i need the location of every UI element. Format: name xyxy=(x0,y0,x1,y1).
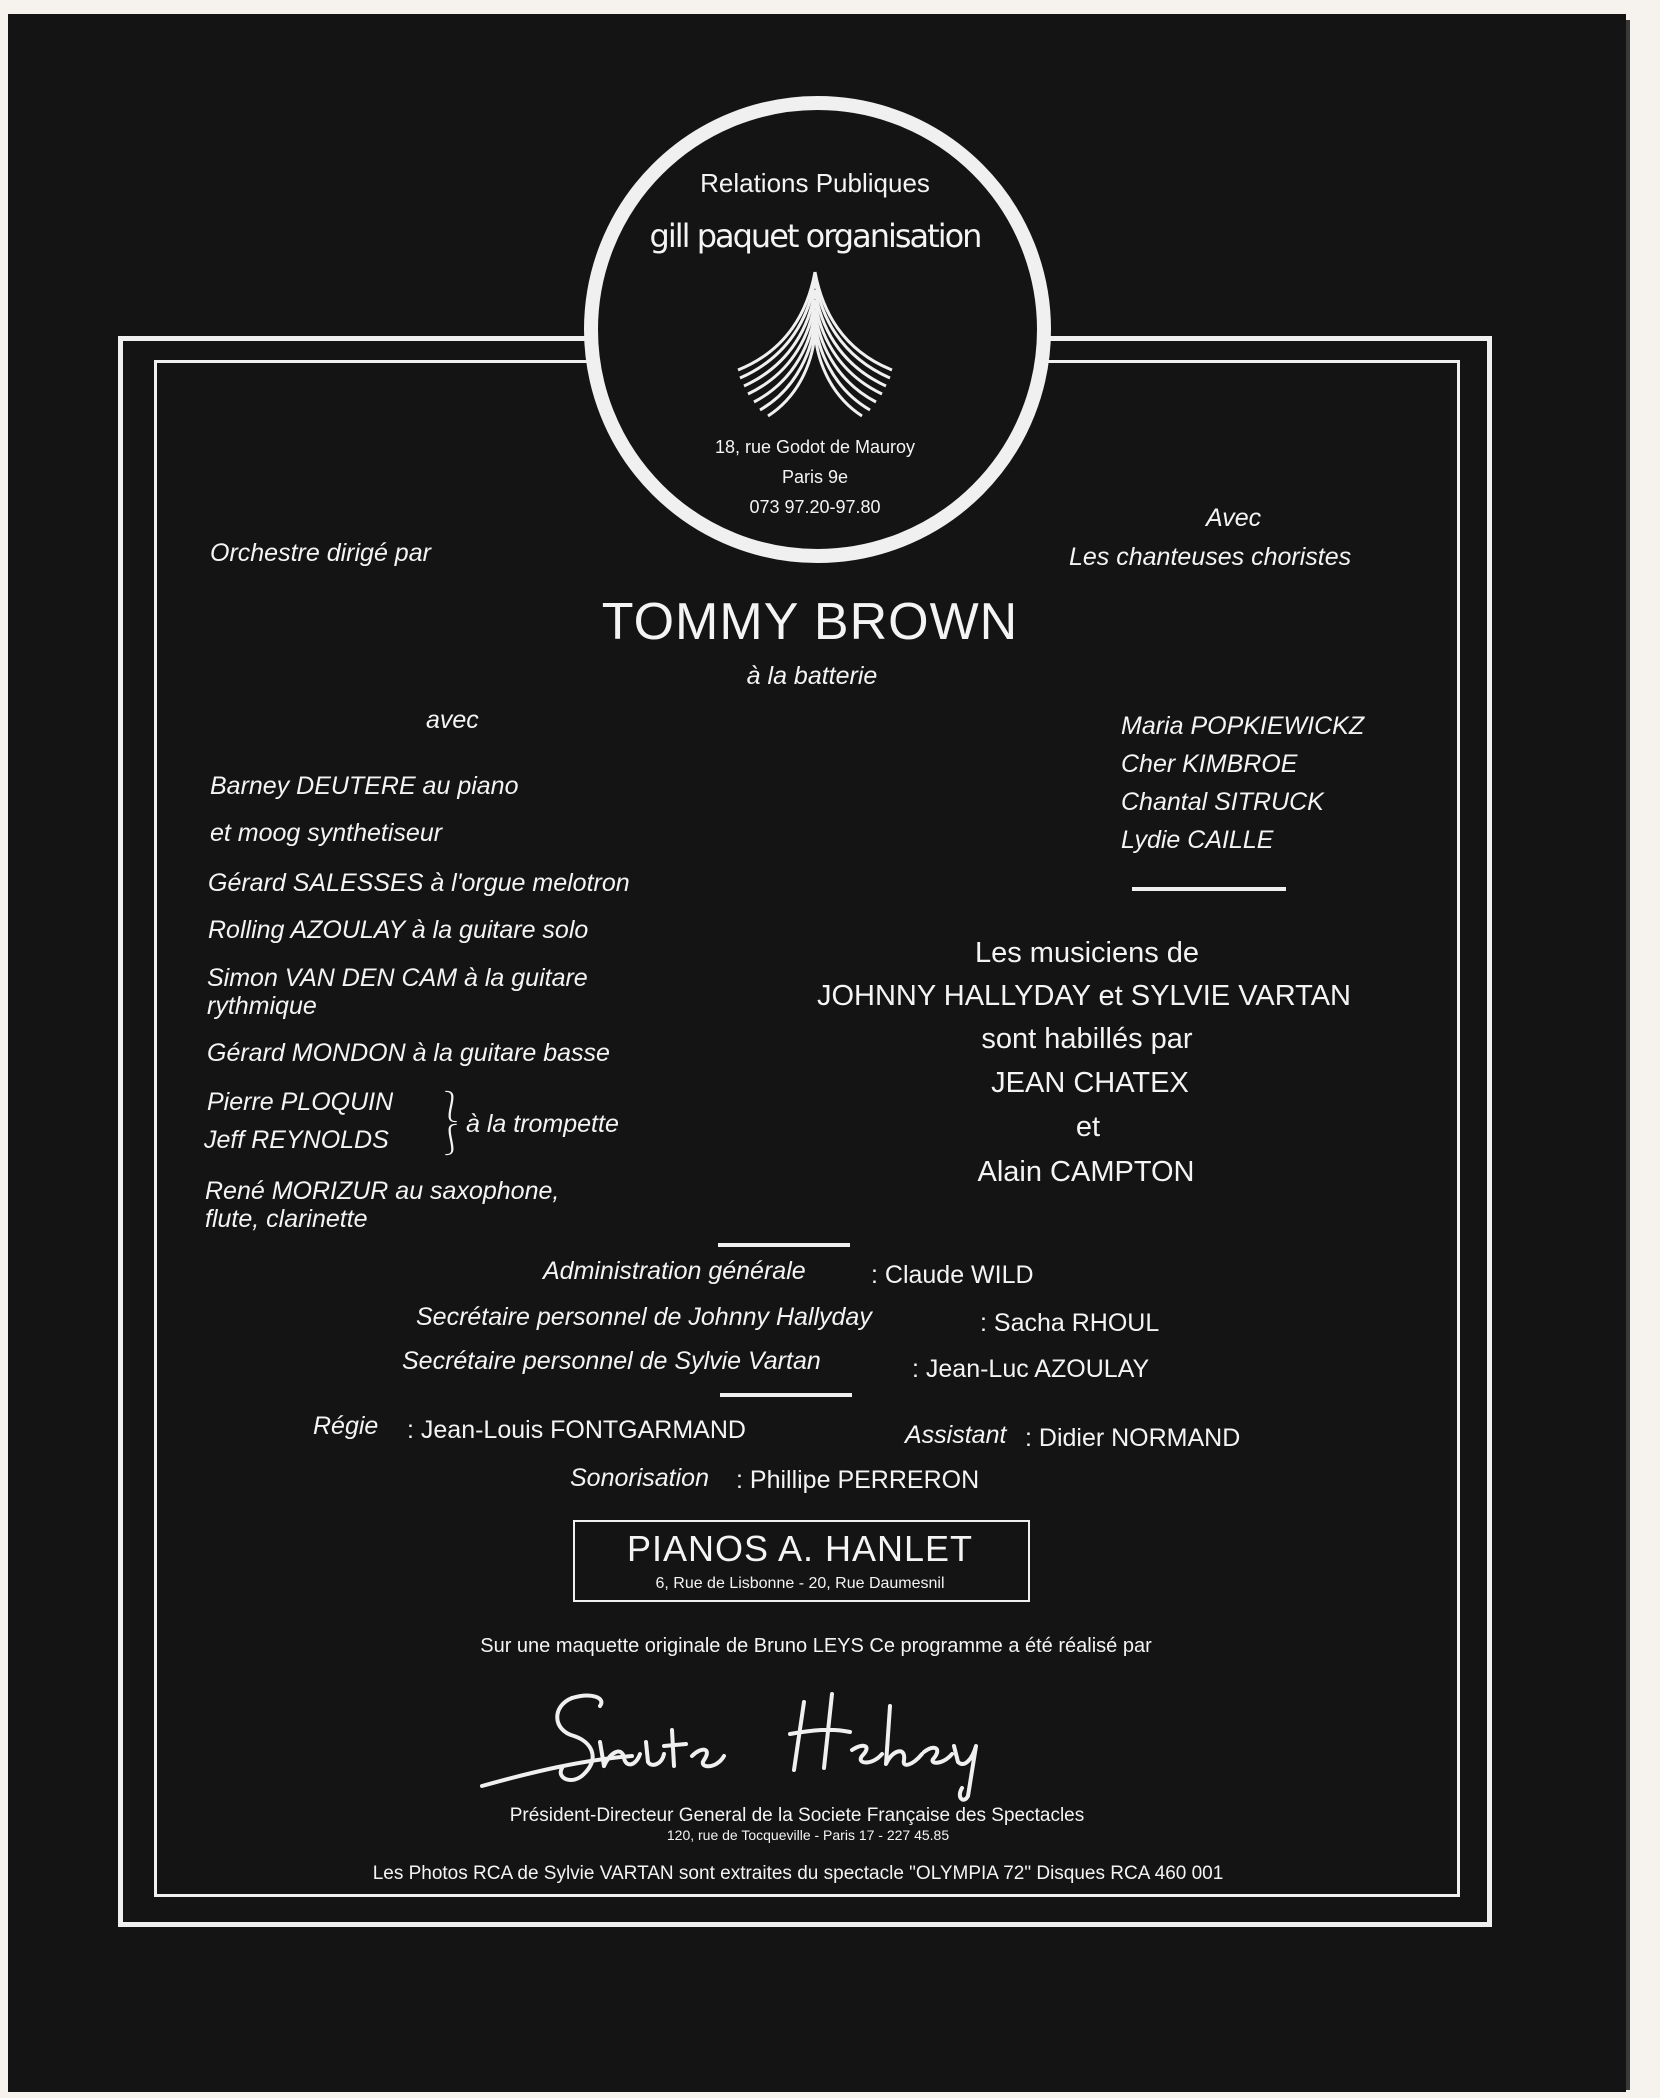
choriste-name: Cher KIMBROE xyxy=(1121,750,1298,778)
musician-line: rythmique xyxy=(207,992,317,1020)
maquette-credit: Sur une maquette originale de Bruno LEYS Ce programme a été réalisé par xyxy=(480,1635,1152,1657)
stacked-lines-arch-icon xyxy=(728,270,902,420)
costumes-line: JOHNNY HALLYDAY et SYLVIE VARTAN xyxy=(816,980,1352,1012)
staff-label: Administration générale xyxy=(543,1257,806,1285)
staff-label: Sonorisation xyxy=(570,1464,709,1492)
musician-line: Barney DEUTERE au piano xyxy=(210,772,519,800)
handwritten-signature xyxy=(472,1676,1012,1806)
agency-address: 18, rue Godot de Mauroy xyxy=(714,437,916,457)
costumes-line: et xyxy=(1075,1111,1101,1143)
brace-bottom-icon: ⎰ xyxy=(436,1123,466,1158)
brace-top-icon: ⎱ xyxy=(436,1090,466,1125)
page-edge xyxy=(1626,20,1630,2090)
staff-name: : Jean-Luc AZOULAY xyxy=(912,1355,1150,1383)
costumes-line: Alain CAMPTON xyxy=(977,1156,1195,1188)
musician-line: et moog synthetiseur xyxy=(210,819,443,847)
trumpet-name: Jeff REYNOLDS xyxy=(204,1126,389,1154)
staff-label: Assistant xyxy=(905,1421,1007,1449)
agency-name: gill paquet organisation xyxy=(649,217,981,255)
sponsor-name: PIANOS A. HANLET xyxy=(626,1528,974,1569)
musician-line: flute, clarinette xyxy=(205,1205,368,1233)
photo-credit: Les Photos RCA de Sylvie VARTAN sont extraites du spectacle "OLYMPIA 72" Disques RCA 460 001 xyxy=(372,1863,1224,1884)
agency-city: Paris 9e xyxy=(781,467,849,487)
staff-name: : Claude WILD xyxy=(871,1261,1034,1289)
orchestra-intro: Orchestre dirigé par xyxy=(210,539,431,567)
pr-label: Relations Publiques xyxy=(700,168,930,198)
president-credit: Président-Directeur General de la Societe Française des Spectacles xyxy=(509,1805,1085,1826)
costumes-line: JEAN CHATEX xyxy=(991,1067,1189,1099)
staff-label: Régie xyxy=(313,1412,379,1440)
costumes-line: Les musiciens de xyxy=(974,937,1200,969)
choriste-name: Maria POPKIEWICKZ xyxy=(1121,712,1365,740)
musician-line: Gérard SALESSES à l'orgue melotron xyxy=(208,869,630,897)
costumes-line: sont habillés par xyxy=(981,1023,1193,1055)
staff-name: : Didier NORMAND xyxy=(1025,1424,1241,1452)
musician-line: Simon VAN DEN CAM à la guitare xyxy=(207,964,588,992)
agency-phone: 073 97.20-97.80 xyxy=(749,497,881,517)
sponsor-address: 6, Rue de Lisbonne - 20, Rue Daumesnil xyxy=(655,1575,945,1592)
musician-line: René MORIZUR au saxophone, xyxy=(205,1177,560,1205)
staff-name: : Sacha RHOUL xyxy=(980,1309,1160,1337)
divider xyxy=(718,1243,850,1247)
divider xyxy=(720,1393,852,1397)
trumpet-name: Pierre PLOQUIN xyxy=(207,1088,394,1116)
page-title: TOMMY BROWN xyxy=(601,593,1019,651)
trumpet-role: à la trompette xyxy=(466,1110,619,1138)
choriste-name: Chantal SITRUCK xyxy=(1121,788,1324,816)
staff-name: : Jean-Louis FONTGARMAND xyxy=(407,1416,746,1444)
staff-name: : Phillipe PERRERON xyxy=(736,1466,980,1494)
president-address: 120, rue de Tocqueville - Paris 17 - 227 45.85 xyxy=(666,1827,950,1843)
musician-line: Rolling AZOULAY à la guitare solo xyxy=(208,916,589,944)
staff-label: Secrétaire personnel de Johnny Hallyday xyxy=(416,1303,872,1331)
choriste-name: Lydie CAILLE xyxy=(1121,826,1274,854)
divider xyxy=(1132,887,1286,891)
avec-label: Avec xyxy=(1206,504,1262,532)
musician-line: Gérard MONDON à la guitare basse xyxy=(207,1039,610,1067)
staff-label: Secrétaire personnel de Sylvie Vartan xyxy=(402,1347,821,1375)
choristes-intro: Les chanteuses choristes xyxy=(1069,543,1352,571)
leader-role: à la batterie xyxy=(746,662,878,690)
musicians-intro: avec xyxy=(426,706,479,734)
